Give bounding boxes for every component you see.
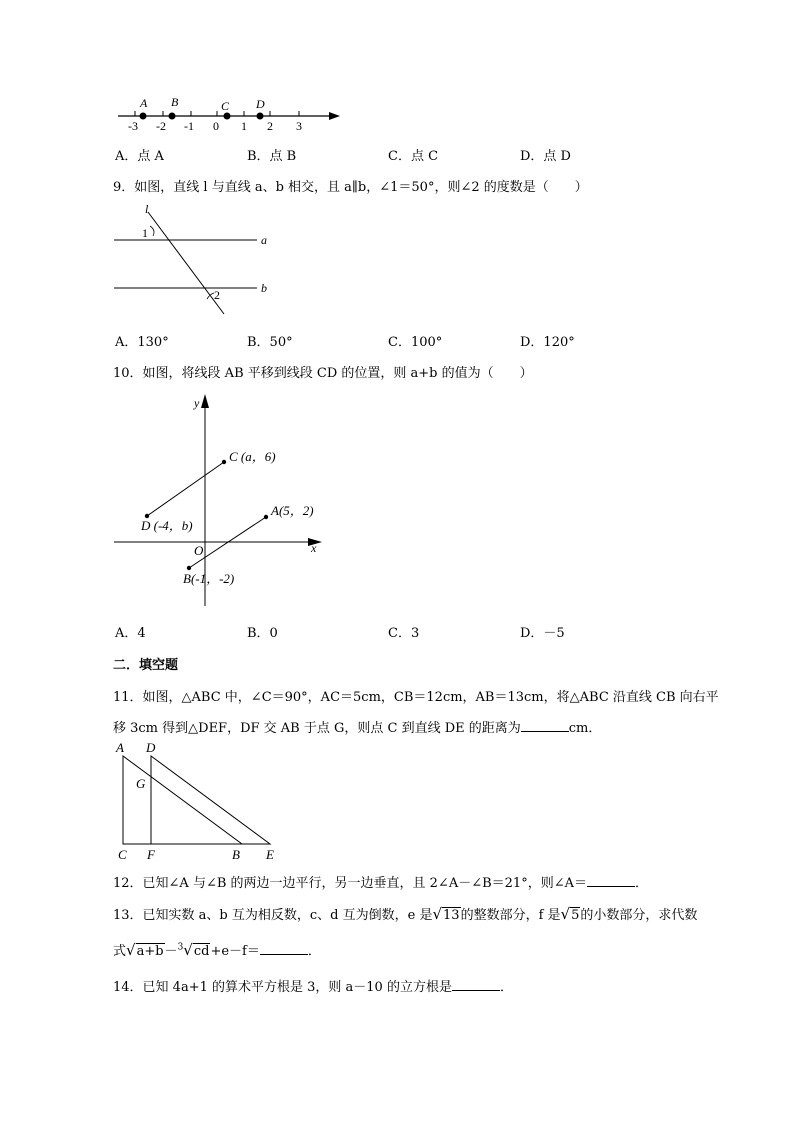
sqrt-icon: √: [126, 941, 136, 959]
q14-answer-blank[interactable]: [452, 978, 500, 991]
section-heading: 二．填空题: [113, 658, 179, 673]
q13-text-c: 的小数部分，求代数: [580, 908, 698, 923]
tick-label: 3: [296, 119, 302, 133]
q14-end: ．: [499, 980, 513, 995]
line-a-label: a: [261, 233, 267, 247]
point-b-dot: [169, 113, 176, 120]
cube-root-icon: √: [183, 941, 193, 959]
q10-option-d[interactable]: D．－5: [520, 626, 565, 641]
sqrt-icon: √: [560, 905, 571, 923]
number-line-figure: [110, 92, 350, 136]
q13-end: ．: [307, 944, 321, 959]
q10-option-a[interactable]: A．4: [115, 626, 146, 641]
q13-line1: [113, 904, 697, 923]
y-axis-label: y: [194, 396, 200, 410]
point-b-dot: [187, 566, 191, 570]
point-d-dot: [257, 113, 264, 120]
q12-question: [113, 872, 648, 891]
tick-label: -1: [184, 119, 194, 133]
q11-answer-blank[interactable]: [521, 719, 569, 732]
line-l: [148, 212, 224, 314]
tick-label: -2: [156, 119, 166, 133]
q8-option-c[interactable]: C．点 C: [388, 149, 439, 164]
q12-text: 12．已知∠A 与∠B 的两边一边平行，另一边垂直，且 2∠A－∠B＝21°，则∠A＝: [113, 876, 587, 891]
q9-option-c[interactable]: C．100°: [388, 335, 443, 350]
point-b-label: B(-1，-2): [183, 571, 235, 586]
point-c-dot: [222, 460, 226, 464]
sqrt-icon: √: [432, 905, 443, 923]
q13-text-d: 式: [113, 944, 127, 959]
tick-label: -3: [128, 119, 138, 133]
minus-sign: －: [164, 944, 178, 959]
radicand-a-plus-b: a+b: [136, 944, 164, 959]
point-d-label: D (-4，b): [141, 518, 193, 533]
point-a-label: A(5，2): [271, 503, 314, 518]
tick-label: 0: [213, 119, 219, 133]
q12-answer-blank[interactable]: [587, 874, 635, 887]
triangle-abc: [123, 756, 242, 844]
vertex-d-label: D: [146, 740, 156, 755]
point-c-label: C: [221, 99, 230, 113]
q10-option-c[interactable]: C．3: [388, 626, 420, 641]
point-b-label: B: [171, 95, 179, 109]
sqrt-5-radicand: 5: [571, 908, 580, 923]
cube-root-index: 3: [177, 942, 184, 953]
q10-option-b[interactable]: B．0: [247, 626, 278, 641]
vertex-f-label: F: [147, 847, 155, 862]
point-a-dot: [140, 113, 147, 120]
q13-text-b: 的整数部分，f 是: [460, 908, 561, 923]
q13-line2: [113, 940, 321, 959]
angle-1-label: 1: [142, 226, 148, 240]
tick-label: 1: [241, 119, 247, 133]
point-d-label: D: [256, 97, 265, 111]
q10-question: 10．如图，将线段 AB 平移到线段 CD 的位置，则 a+b 的值为（ ）: [113, 366, 533, 381]
q11-line2: [113, 717, 601, 736]
vertex-e-label: E: [266, 847, 274, 862]
point-c-dot: [224, 113, 231, 120]
triangle-def: [151, 756, 270, 844]
x-axis-label: x: [311, 541, 317, 555]
number-line-arrow: [329, 112, 340, 120]
q9-option-d[interactable]: D．120°: [520, 335, 575, 350]
segment-cd: [147, 462, 224, 516]
y-axis-arrow: [201, 394, 209, 408]
q8-option-b[interactable]: B．点 B: [247, 149, 297, 164]
sqrt-13-radicand: 13: [443, 908, 460, 923]
q11-line1: 11．如图，△ABC 中，∠C＝90°，AC＝5cm，CB＝12cm，AB＝13cm，将△ABC 沿直线 CB 向右平: [113, 690, 719, 705]
coordinate-figure: [110, 392, 330, 612]
q13-answer-blank[interactable]: [260, 942, 308, 955]
tick-label: 2: [267, 119, 273, 133]
angle-2-label: 2: [214, 288, 220, 302]
line-l-label: l: [145, 202, 149, 216]
radicand-cd: cd: [193, 944, 210, 959]
vertex-c-label: C: [118, 847, 127, 862]
vertex-b-label: B: [232, 847, 240, 862]
q14-question: [113, 976, 513, 995]
q8-option-a[interactable]: A．点 A: [115, 149, 164, 164]
parallel-lines-figure: [110, 202, 280, 317]
q11-line2-text: 移 3cm 得到△DEF，DF 交 AB 于点 G，则点 C 到直线 DE 的距离为: [113, 721, 521, 736]
point-a-dot: [264, 515, 268, 519]
q13-text-a: 13．已知实数 a、b 互为相反数，c、d 互为倒数，e 是: [113, 908, 433, 923]
q11-line2-unit: cm．: [568, 721, 602, 736]
origin-label: O: [194, 543, 204, 558]
q8-option-d[interactable]: D．点 D: [520, 149, 571, 164]
q12-end: ．: [635, 876, 649, 891]
point-c-label: C (a，6): [229, 449, 276, 464]
triangle-translation-figure: [110, 738, 290, 863]
q13-text-e: +e－f＝: [210, 944, 260, 959]
angle-1-arc: [150, 226, 154, 236]
point-g-label: G: [136, 776, 146, 791]
vertex-a-label: A: [116, 740, 124, 755]
point-a-label: A: [140, 96, 148, 110]
q9-option-b[interactable]: B．50°: [247, 335, 293, 350]
q9-option-a[interactable]: A．130°: [115, 335, 169, 350]
q14-text: 14．已知 4a+1 的算术平方根是 3，则 a－10 的立方根是: [113, 980, 452, 995]
line-b-label: b: [261, 281, 267, 295]
q9-question: 9．如图，直线 l 与直线 a、b 相交，且 a∥b，∠1＝50°，则∠2 的度数是（ ）: [113, 180, 588, 195]
